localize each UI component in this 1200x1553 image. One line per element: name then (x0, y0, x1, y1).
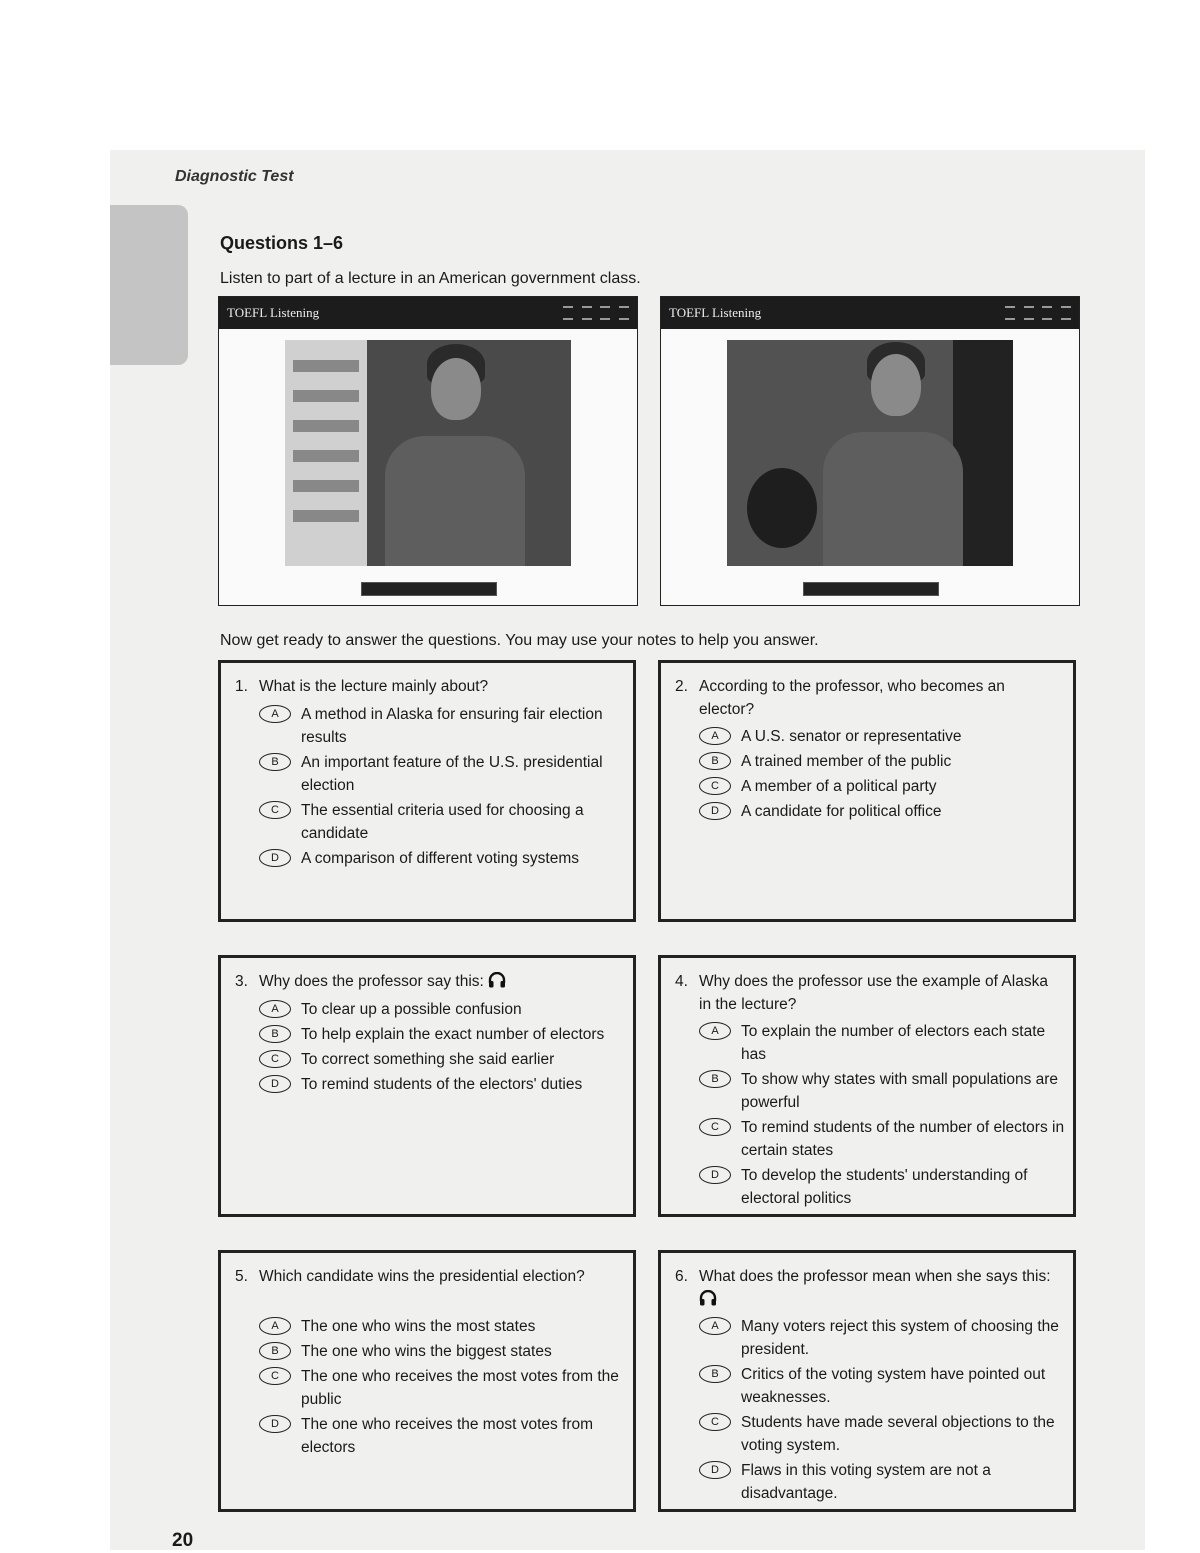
lecture-photo-2 (727, 340, 1013, 566)
ok-icon[interactable] (1042, 306, 1052, 320)
screen-title-bar (661, 297, 1079, 329)
question-number: 6. (675, 1268, 688, 1285)
answer-option[interactable] (699, 1164, 1069, 1210)
question-number: 4. (675, 973, 688, 990)
option-oval-d[interactable]: D (699, 1166, 731, 1184)
question-box-2 (658, 660, 1076, 922)
answer-option[interactable] (259, 1413, 629, 1459)
volume-icon[interactable] (1005, 306, 1015, 320)
option-text: Flaws in this voting system are not a disadvantage. (741, 1462, 991, 1502)
option-oval-c[interactable]: C (699, 1118, 731, 1136)
option-text: To help explain the exact number of electors (301, 1026, 605, 1043)
question-stem (675, 970, 1055, 1016)
answer-option[interactable] (259, 1340, 629, 1363)
lecture-screen-2 (660, 296, 1080, 606)
option-text: A method in Alaska for ensuring fair election results (301, 706, 603, 746)
question-stem (235, 675, 615, 698)
student-silhouette (747, 468, 817, 548)
option-text: Students have made several objections to the voting system. (741, 1414, 1055, 1454)
ok-icon[interactable] (600, 306, 610, 320)
option-oval-d[interactable]: D (259, 849, 291, 867)
question-number: 3. (235, 973, 248, 990)
question-stem (675, 675, 1055, 721)
headphones-icon[interactable] (699, 1290, 717, 1306)
answer-option[interactable] (699, 725, 1069, 748)
option-text: Critics of the voting system have pointed out weaknesses. (741, 1366, 1046, 1406)
option-oval-a[interactable]: A (259, 1317, 291, 1335)
option-text: To remind students of the number of electors in certain states (741, 1119, 1065, 1159)
option-text: To remind students of the electors' duties (301, 1076, 583, 1093)
option-text: To correct something she said earlier (301, 1051, 555, 1068)
option-oval-c[interactable]: C (259, 1367, 291, 1385)
option-oval-c[interactable]: C (259, 1050, 291, 1068)
option-text: To develop the students' understanding of electoral politics (741, 1167, 1028, 1207)
answer-options (699, 725, 1069, 825)
answer-option[interactable] (259, 703, 629, 749)
answer-option[interactable] (699, 1068, 1069, 1114)
help-icon[interactable] (1024, 306, 1034, 320)
screen-title: TOEFL Listening (669, 305, 762, 320)
question-stem (235, 970, 615, 993)
answer-option[interactable] (259, 1073, 629, 1096)
answer-option[interactable] (699, 1411, 1069, 1457)
question-box-1 (218, 660, 636, 922)
option-text: The one who wins the biggest states (301, 1343, 552, 1360)
answer-option[interactable] (699, 1315, 1069, 1361)
professor-figure (823, 432, 963, 566)
option-text: A candidate for political office (741, 803, 942, 820)
section-tab (110, 205, 188, 365)
question-stem (675, 1265, 1055, 1311)
option-text: A U.S. senator or representative (741, 728, 962, 745)
option-oval-a[interactable]: A (699, 1022, 731, 1040)
option-oval-a[interactable]: A (699, 1317, 731, 1335)
option-text: The one who receives the most votes from electors (301, 1416, 594, 1456)
audio-progress-bar (803, 582, 939, 596)
option-oval-a[interactable]: A (259, 1000, 291, 1018)
next-icon[interactable] (1061, 306, 1071, 320)
next-icon[interactable] (619, 306, 629, 320)
answer-option[interactable] (259, 1023, 629, 1046)
option-oval-c[interactable]: C (699, 1413, 731, 1431)
answer-option[interactable] (259, 1315, 629, 1338)
option-text: To explain the number of electors each state has (741, 1023, 1046, 1063)
questions-heading: Questions 1–6 (220, 233, 344, 253)
question-box-5 (218, 1250, 636, 1512)
answer-option[interactable] (259, 998, 629, 1021)
answer-prompt: Now get ready to answer the questions. You may use your notes to help you answer. (220, 632, 819, 649)
question-box-6 (658, 1250, 1076, 1512)
audio-progress-bar (361, 582, 497, 596)
help-icon[interactable] (582, 306, 592, 320)
option-oval-b[interactable]: B (699, 1365, 731, 1383)
option-text: A member of a political party (741, 778, 937, 795)
question-number: 1. (235, 678, 248, 695)
answer-options (259, 998, 629, 1098)
option-oval-d[interactable]: D (259, 1415, 291, 1433)
question-number: 2. (675, 678, 688, 695)
option-oval-b[interactable]: B (699, 1070, 731, 1088)
question-text: What is the lecture mainly about? (259, 678, 489, 695)
option-text: A comparison of different voting systems (301, 850, 579, 867)
lecture-intro: Listen to part of a lecture in an American government class. (220, 270, 641, 287)
answer-options (699, 1020, 1069, 1212)
screen-title: TOEFL Listening (227, 305, 320, 320)
question-text: What does the professor mean when she says this: (699, 1268, 1051, 1285)
professor-figure (385, 436, 525, 566)
answer-option[interactable] (699, 775, 1069, 798)
running-head: Diagnostic Test (175, 168, 294, 185)
answer-options (699, 1315, 1069, 1507)
option-oval-c[interactable]: C (699, 777, 731, 795)
screen-title-bar (219, 297, 637, 329)
option-oval-b[interactable]: B (699, 752, 731, 770)
headphones-icon[interactable] (488, 972, 506, 988)
option-text: To clear up a possible confusion (301, 1001, 522, 1018)
answer-option[interactable] (699, 1459, 1069, 1505)
page-number: 20 (172, 1530, 194, 1551)
question-text: Why does the professor use the example of Alaska in the lecture? (699, 973, 1048, 1013)
option-text: Many voters reject this system of choosing the president. (741, 1318, 1059, 1358)
lecture-screen-1 (218, 296, 638, 606)
answer-option[interactable] (259, 1048, 629, 1071)
question-box-4 (658, 955, 1076, 1217)
option-oval-c[interactable]: C (259, 801, 291, 819)
option-oval-b[interactable]: B (259, 1025, 291, 1043)
option-text: The essential criteria used for choosing a candidate (301, 802, 584, 842)
option-oval-d[interactable]: D (259, 1075, 291, 1093)
answer-option[interactable] (699, 1363, 1069, 1409)
question-text: Which candidate wins the presidential election? (259, 1268, 585, 1285)
question-text: Why does the professor say this: (259, 973, 484, 990)
option-oval-b[interactable]: B (259, 753, 291, 771)
option-oval-b[interactable]: B (259, 1342, 291, 1360)
window-backdrop (285, 340, 367, 566)
question-stem (235, 1265, 615, 1288)
answer-option[interactable] (699, 1020, 1069, 1066)
screen-controls[interactable] (563, 303, 629, 323)
answer-option[interactable] (699, 800, 1069, 823)
answer-option[interactable] (699, 750, 1069, 773)
option-text: A trained member of the public (741, 753, 952, 770)
option-text: An important feature of the U.S. presidential election (301, 754, 603, 794)
option-oval-a[interactable]: A (699, 727, 731, 745)
answer-options (259, 1315, 629, 1461)
volume-icon[interactable] (563, 306, 573, 320)
option-text: The one who receives the most votes from the public (301, 1368, 619, 1408)
lecture-photo-1 (285, 340, 571, 566)
answer-option[interactable] (259, 799, 629, 845)
option-text: To show why states with small populations are powerful (741, 1071, 1059, 1111)
option-oval-d[interactable]: D (699, 802, 731, 820)
option-oval-d[interactable]: D (699, 1461, 731, 1479)
option-oval-a[interactable]: A (259, 705, 291, 723)
question-number: 5. (235, 1268, 248, 1285)
answer-options (259, 703, 629, 872)
question-box-3 (218, 955, 636, 1217)
screen-controls[interactable] (1005, 303, 1071, 323)
answer-option[interactable] (259, 1365, 629, 1411)
answer-option[interactable] (259, 847, 629, 870)
answer-option[interactable] (259, 751, 629, 797)
option-text: The one who wins the most states (301, 1318, 536, 1335)
answer-option[interactable] (699, 1116, 1069, 1162)
question-text: According to the professor, who becomes an elector? (699, 678, 1005, 718)
